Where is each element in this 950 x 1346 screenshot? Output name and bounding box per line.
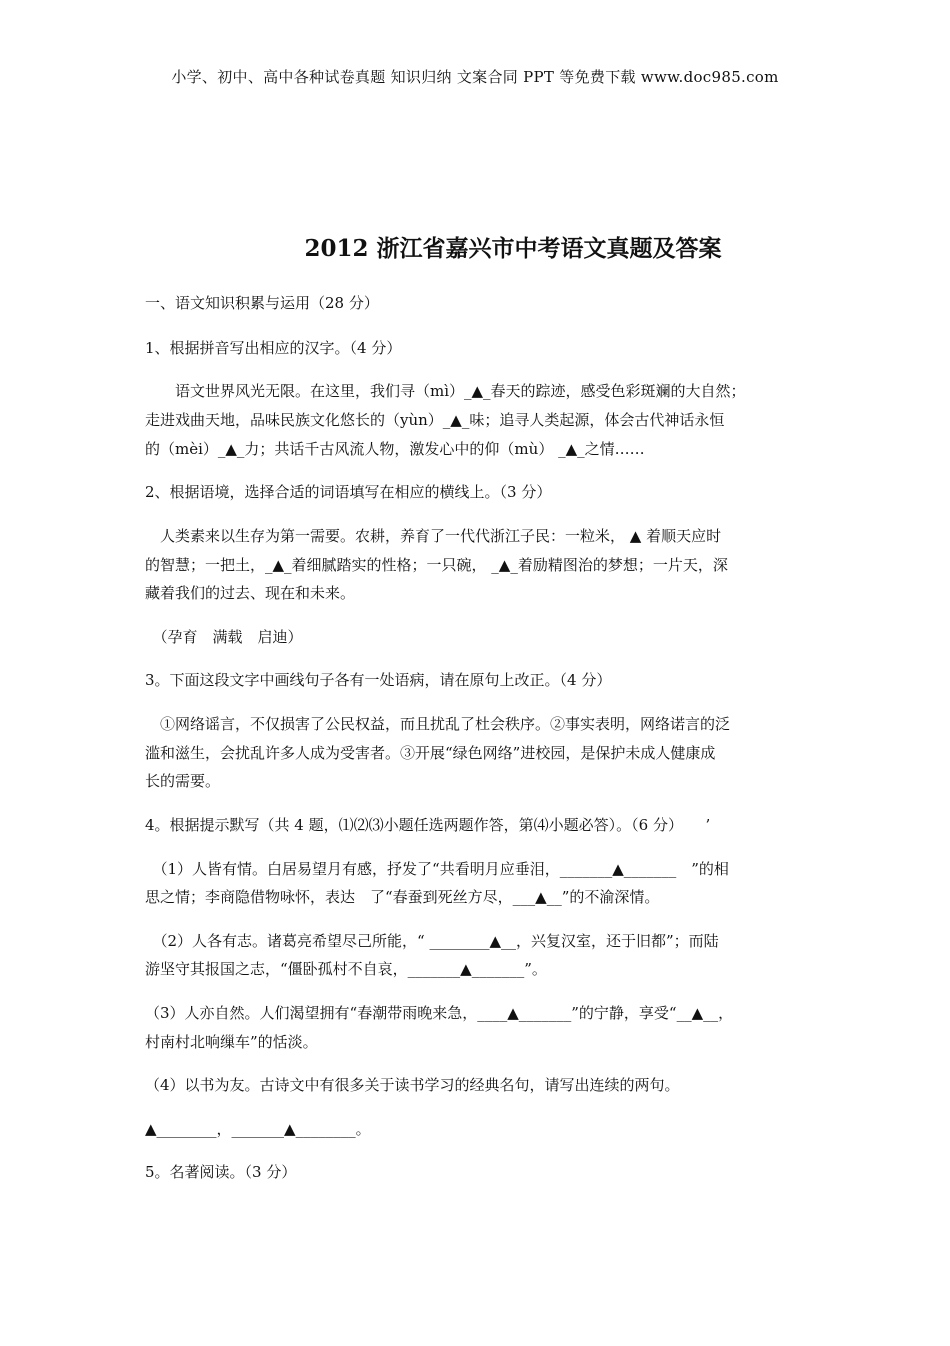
question-2-line-3: 藏着我们的过去、现在和未来。	[145, 584, 356, 602]
question-2-heading: 2、根据语境，选择合适的词语填写在相应的横线上。（3 分）	[145, 483, 552, 501]
question-1-line-1: 语文世界风光无限。在这里，我们寻（mì）_▲_春天的踪迹，感受色彩斑斓的大自然；	[145, 382, 746, 400]
question-4-part-3-line-2: 村南村北响缫车”的恬淡。	[145, 1033, 318, 1051]
question-4-part-4-answer-blanks: ▲________，_______▲________。	[145, 1120, 371, 1138]
question-4-heading: 4。根据提示默写（共 4 题，⑴⑵⑶小题任选两题作答，第⑷小题必答）。（6 分） ’	[145, 816, 711, 834]
question-1-line-2: 走进戏曲天地，品味民族文化悠长的（yùn）_▲_味；追寻人类起源，体会古代神话永恒	[145, 411, 725, 429]
question-4-part-2-line-1: （2）人各有志。诸葛亮希望尽己所能，“ ________▲__，兴复汉室，还于旧都”；而陆	[145, 932, 719, 950]
question-3-line-3: 长的需要。	[145, 772, 221, 790]
question-4-part-2-line-2: 游坚守其报国之志，“僵卧孤村不自哀，_______▲_______”。	[145, 960, 547, 978]
question-2-word-options: （孕育 满载 启迪）	[145, 628, 303, 646]
question-5-heading: 5。名著阅读。（3 分）	[145, 1163, 297, 1181]
question-3-line-1: ①网络谣言，不仅损害了公民权益，而且扰乱了杜会秩序。②事实表明，网络诺言的泛	[145, 715, 731, 733]
document-title: 2012 浙江省嘉兴市中考语文真题及答案	[304, 235, 722, 262]
question-4-part-1-line-2: 思之情；李商隐借物咏怀，表达 了“春蚕到死丝方尽，___▲__”的不渝深情。	[145, 888, 660, 906]
question-4-part-4-line-1: （4）以书为友。古诗文中有很多关于读书学习的经典名句，请写出连续的两句。	[145, 1076, 680, 1094]
question-1-heading: 1、根据拼音写出相应的汉字。（4 分）	[145, 339, 402, 357]
page-header-banner: 小学、初中、高中各种试卷真题 知识归纳 文案合同 PPT 等免费下载 www.doc985.com	[171, 68, 779, 86]
question-3-heading: 3。下面这段文字中画线句子各有一处语病，请在原句上改正。（4 分）	[145, 671, 612, 689]
question-4-part-1-line-1: （1）人皆有情。白居易望月有感，抒发了“共看明月应垂泪，_______▲_______ ”的相	[145, 860, 729, 878]
question-2-line-1: 人类素来以生存为第一需要。农耕，养育了一代代浙江子民：一粒米， ▲ 着顺天应时	[145, 527, 722, 545]
question-2-line-2: 的智慧；一把土，_▲_着细腻踏实的性格；一只碗， _▲_着励精图治的梦想；一片天，深	[145, 556, 728, 574]
section-heading: 一、语文知识积累与运用（28 分）	[145, 294, 379, 312]
question-4-part-3-line-1: （3）人亦自然。人们渴望拥有“春潮带雨晚来急，____▲_______”的宁静，享受“__▲__，	[145, 1004, 734, 1022]
question-1-line-3: 的（mèi）_▲_力；共话千古风流人物，激发心中的仰（mù） _▲_之情……	[145, 440, 645, 458]
question-3-line-2: 滥和滋生，会扰乱许多人成为受害者。③开展“绿色网络”进校园，是保护未成人健康成	[145, 744, 716, 762]
